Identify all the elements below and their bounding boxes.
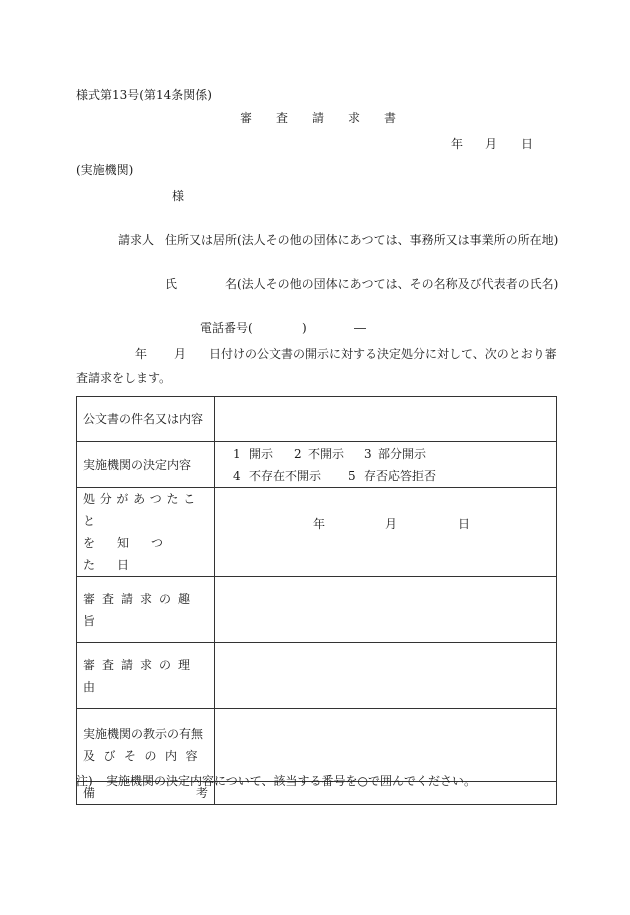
title-char: 求	[348, 111, 361, 125]
name-label-2: 名(法人その他の団体にあつては、その名称及び代表者の氏名)	[225, 277, 559, 291]
date-day: 日	[521, 137, 534, 151]
name-label-1: 氏	[165, 277, 178, 291]
row-label-known-date	[77, 488, 215, 577]
date-month: 月	[485, 137, 498, 151]
instruction-field[interactable]	[215, 709, 557, 782]
title-char: 審	[240, 111, 253, 125]
table-row	[77, 442, 557, 488]
phone-label: 電話番号(	[200, 321, 253, 335]
label-text: 審査請求の理由	[83, 657, 198, 694]
option-number[interactable]: 3	[364, 446, 372, 461]
option-number[interactable]: 2	[294, 446, 302, 461]
address-label: 住所又は居所(法人その他の団体にあつては、事務所又は事業所の所在地)	[165, 233, 559, 247]
instruction-label-line2	[83, 745, 214, 767]
row-label-decision: 実施機関の決定内容	[77, 442, 215, 488]
option-label[interactable]: 部分開示	[378, 446, 427, 461]
addressee-honorific: 様	[172, 189, 185, 203]
title-char: 書	[384, 111, 397, 125]
known-date-field[interactable]	[215, 488, 557, 577]
decision-options-line1	[215, 443, 556, 465]
label-text: を知つた日	[83, 536, 186, 572]
reason-field[interactable]	[215, 643, 557, 709]
option-label[interactable]: 開示	[249, 446, 274, 461]
table-row	[77, 488, 557, 577]
option-label[interactable]: 不開示	[308, 446, 345, 461]
label-text: 処分があつたこと	[83, 492, 200, 528]
table-row	[77, 709, 557, 782]
note-prefix: 注)	[76, 774, 93, 788]
option-number[interactable]: 1	[233, 446, 241, 461]
row-label-reason	[77, 643, 215, 709]
form-number: 様式第13号(第14条関係)	[76, 88, 212, 102]
known-date-day: 日	[458, 517, 471, 531]
option-number[interactable]: 4	[233, 468, 241, 483]
intro-year: 年	[135, 347, 148, 361]
known-date-year: 年	[313, 517, 326, 531]
table-row	[77, 577, 557, 643]
instruction-label-line1: 実施機関の教示の有無	[83, 727, 204, 741]
option-label[interactable]: 不存在不開示	[249, 468, 322, 483]
remarks-label-2: 考	[195, 786, 208, 800]
intro-line1: 日付けの公文書の開示に対する決定処分に対して、次のとおり審	[209, 347, 557, 361]
title-char: 査	[276, 111, 289, 125]
row-label-purpose	[77, 577, 215, 643]
row-label-instruction	[77, 709, 215, 782]
document-title	[240, 111, 404, 125]
submission-date	[451, 137, 533, 151]
date-year: 年	[451, 137, 464, 151]
decision-options	[215, 442, 557, 488]
phone-close: )	[302, 321, 307, 335]
document-name-field[interactable]	[215, 397, 557, 442]
addressee-org: (実施機関)	[76, 163, 134, 177]
label-text: 審査請求の趣旨	[83, 591, 198, 628]
intro-line2: 査請求をします。	[76, 371, 172, 385]
table-row	[77, 643, 557, 709]
known-date-month: 月	[385, 517, 398, 531]
title-char: 請	[312, 111, 325, 125]
decision-options-line2	[215, 465, 556, 487]
option-label[interactable]: 存否応答拒否	[364, 468, 437, 483]
row-label-document: 公文書の件名又は内容	[77, 397, 215, 442]
purpose-field[interactable]	[215, 577, 557, 643]
intro-month: 月	[174, 347, 187, 361]
requester-label: 請求人	[118, 233, 155, 247]
request-table	[76, 396, 557, 805]
remarks-label-1: 備	[83, 786, 96, 800]
label-text: 及びその内容	[83, 749, 207, 763]
phone-dash: ―	[354, 321, 366, 335]
known-date-label-line1	[83, 488, 214, 532]
option-number[interactable]: 5	[348, 468, 356, 483]
note-text: 実施機関の決定内容について、該当する番号を○で囲んでください。	[106, 774, 476, 788]
table-row	[77, 397, 557, 442]
known-date-label-line2	[83, 532, 214, 576]
